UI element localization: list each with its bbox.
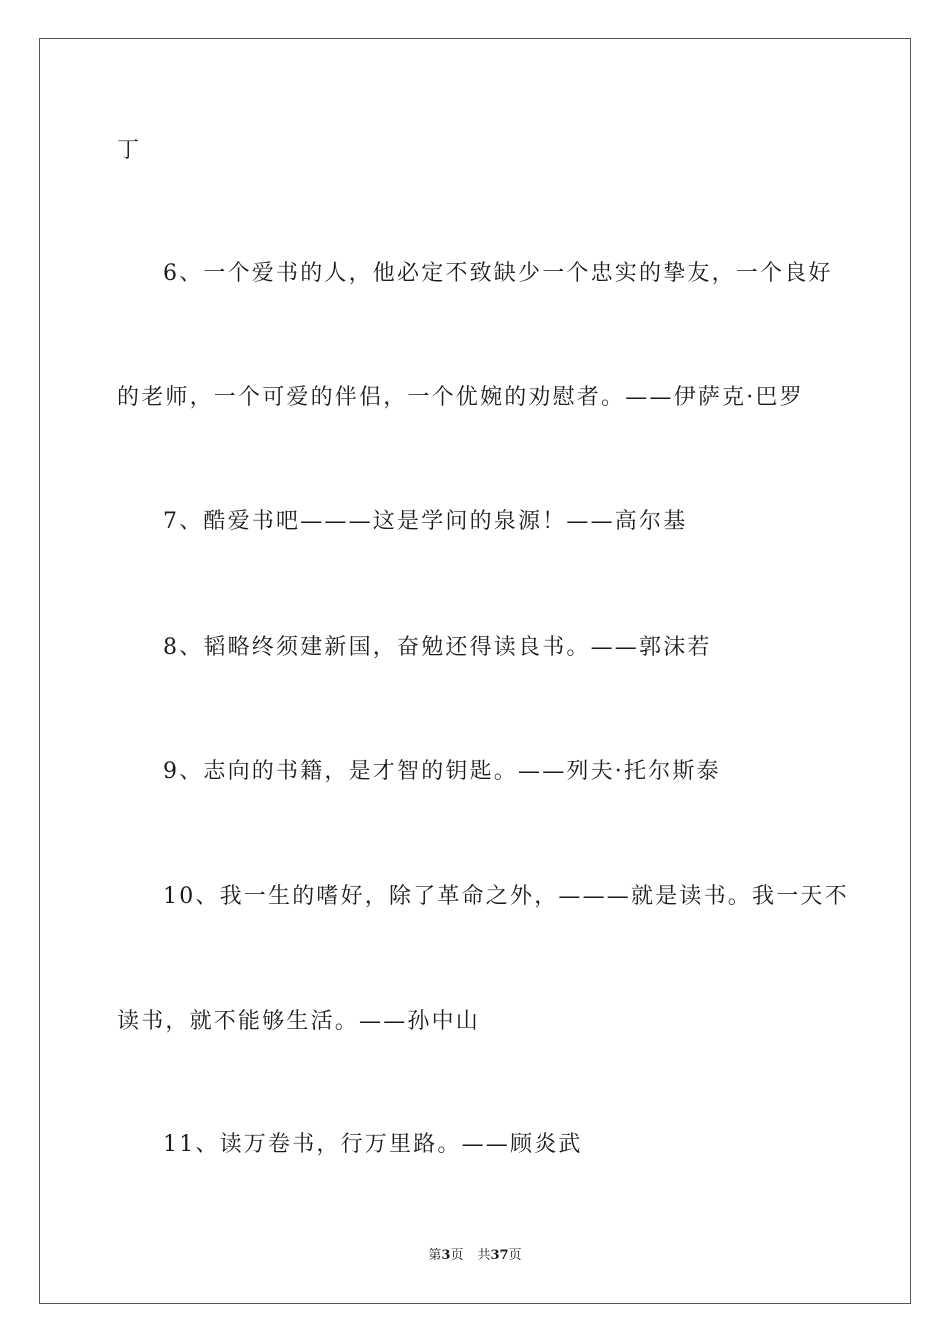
text-line-1: 丁	[117, 138, 142, 163]
footer-page-suffix: 页	[450, 1248, 464, 1263]
footer-page-number: 3	[441, 1248, 451, 1263]
text-line-8: 读书，就不能够生活。——孙中山	[117, 1009, 481, 1034]
text-line-2: 6、一个爱书的人，他必定不致缺少一个忠实的挚友，一个良好	[163, 261, 833, 286]
text-line-7: 10、我一生的嗜好，除了革命之外，———就是读书。我一天不	[163, 884, 849, 909]
footer-total-suffix: 页	[508, 1248, 522, 1263]
text-line-9: 11、读万卷书，行万里路。——顾炎武	[163, 1132, 583, 1157]
footer-page-prefix: 第	[428, 1248, 442, 1263]
text-line-4: 7、酷爱书吧———这是学问的泉源！——高尔基	[163, 509, 688, 534]
page-footer	[0, 1247, 950, 1265]
text-line-6: 9、志向的书籍，是才智的钥匙。——列夫·托尔斯泰	[163, 759, 721, 784]
footer-total-pages: 37	[490, 1248, 509, 1263]
page-border	[39, 38, 911, 1304]
footer-total-prefix: 共	[477, 1248, 491, 1263]
text-line-3: 的老师，一个可爱的伴侣，一个优婉的劝慰者。——伊萨克·巴罗	[117, 385, 804, 410]
text-line-5: 8、韬略终须建新国，奋勉还得读良书。——郭沫若	[163, 635, 712, 660]
